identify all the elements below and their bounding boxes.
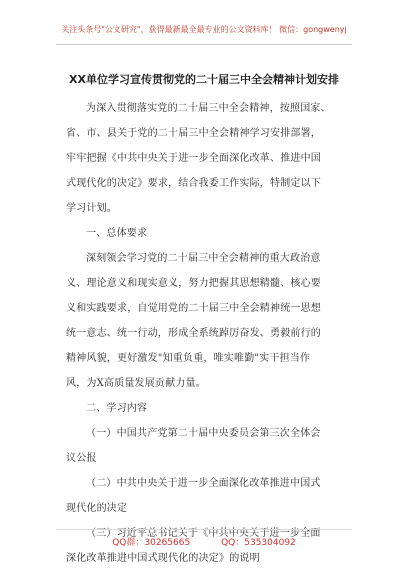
list-item-line: 议公报 [66,453,97,464]
document-title: XX单位学习宣传贯彻党的二十届三中全会精神计划安排 [69,73,339,86]
paragraph-line: 省、市、县关于党的二十届三中全会精神学习安排部署， [66,128,321,139]
paragraph-line: 为深入贯彻落实党的二十届三中全会精神，按照国家、 [86,103,331,114]
paragraph-line: 精神风貌，更好激发"知重负重，唯实唯勤"实干担当作 [66,353,311,364]
paragraph-line: 风，为X高质量发展贡献力量。 [66,378,206,389]
list-item-line: （一）中国共产党第二十届中央委员会第三次全体会 [86,428,321,439]
paragraph-line: 式现代化的决定》要求，结合我委工作实际，特制定以下 [66,178,321,189]
list-item-line: 深化改革推进中国式现代化的决定》的说明 [66,553,260,564]
footer-divider [56,529,352,530]
header-divider [56,44,352,45]
list-item-line: （三）习近平总书记关于《中共中央关于进一步全面 [86,528,321,539]
section-heading: 一、总体要求 [86,228,148,239]
paragraph-line: 学习计划。 [66,203,117,214]
header-banner: 关注头条号"公文研究"，获得最新最全最专业的公文资料库！ 微信：gongwenyj [61,25,347,34]
paragraph-line: 牢牢把握《中共中央关于进一步全面深化改革、推进中国 [66,153,321,164]
paragraph-line: 义、理论意义和现实意义，努力把握其思想精髓、核心要 [66,278,321,289]
list-item-line: （二）中共中央关于进一步全面深化改革推进中国式 [86,478,321,489]
paragraph-line: 深刻领会学习党的二十届三中全会精神的重大政治意 [86,253,321,264]
paragraph-line: 义和实践要求，自觉用党的二十届三中全会精神统一思想 [66,303,321,314]
document-body [66,96,347,571]
paragraph-line: 统一意志、统一行动，形成全系统踔厉奋发、勇毅前行的 [66,328,321,339]
footer-contact [0,535,408,548]
footer-qq-number: QQ：535304092 [221,538,296,548]
section-heading: 二、学习内容 [86,403,148,414]
footer-qq-group: QQ群：30265665 [112,538,191,548]
list-item-line: 现代化的决定 [66,503,128,514]
